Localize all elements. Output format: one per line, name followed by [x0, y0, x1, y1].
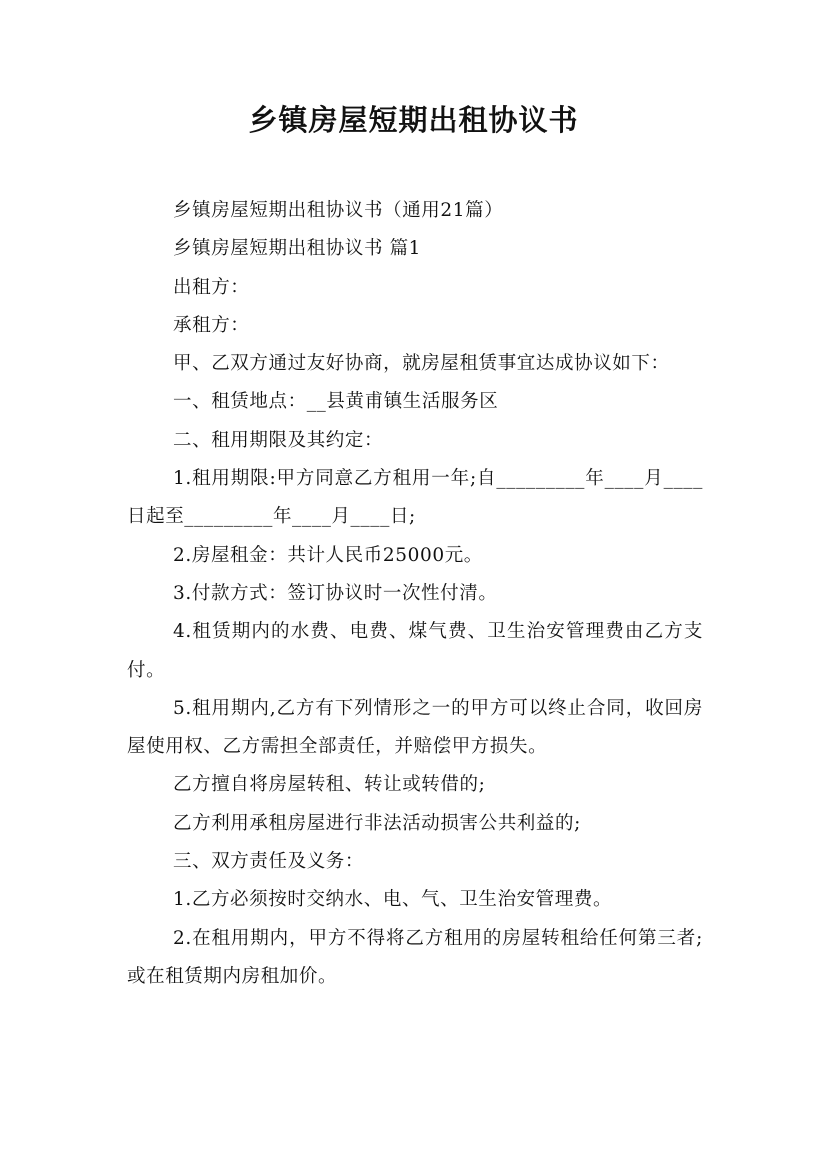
paragraph-termination: 5.租用期内,乙方有下列情形之一的甲方可以终止合同，收回房屋使用权、乙方需担全部责任，并赔偿甲方损失。 [127, 697, 703, 758]
paragraph-duty-1: 1.乙方必须按时交纳水、电、气、卫生治安管理费。 [173, 889, 613, 911]
paragraph-rent-amount: 2.房屋租金：共计人民币25000元。 [173, 544, 483, 566]
paragraph-section-heading: 乡镇房屋短期出租协议书 篇1 [173, 238, 422, 260]
document-body [127, 192, 703, 996]
paragraph-term-period: 1.租用期限:甲方同意乙方租用一年;自_________年____月____日起至_________年____月____日; [127, 468, 703, 528]
paragraph-subtitle: 乡镇房屋短期出租协议书（通用21篇） [173, 200, 504, 221]
document-title: 乡镇房屋短期出租协议书 [248, 103, 579, 137]
paragraph-clause-term-heading: 二、租用期限及其约定： [173, 429, 384, 451]
paragraph-clause-location: 一、租赁地点：__县黄甫镇生活服务区 [173, 391, 499, 413]
paragraph-duty-2: 2.在租用期内，甲方不得将乙方租用的房屋转租给任何第三者;或在租赁期内房租加价。 [127, 927, 703, 987]
paragraph-lessor: 出租方： [173, 276, 250, 298]
paragraph-duties-heading: 三、双方责任及义务： [173, 851, 365, 873]
paragraph-lessee: 承租方： [173, 314, 250, 336]
paragraph-payment-method: 3.付款方式：签订协议时一次性付清。 [173, 582, 498, 604]
paragraph-termination-case-2: 乙方利用承租房屋进行非法活动损害公共利益的; [173, 812, 581, 834]
paragraph-utility-fees: 4.租赁期内的水费、电费、煤气费、卫生治安管理费由乙方支付。 [127, 621, 703, 681]
paragraph-termination-case-1: 乙方擅自将房屋转租、转让或转借的; [173, 774, 486, 796]
paragraph-preamble: 甲、乙双方通过友好协商，就房屋租赁事宜达成协议如下： [173, 353, 670, 375]
